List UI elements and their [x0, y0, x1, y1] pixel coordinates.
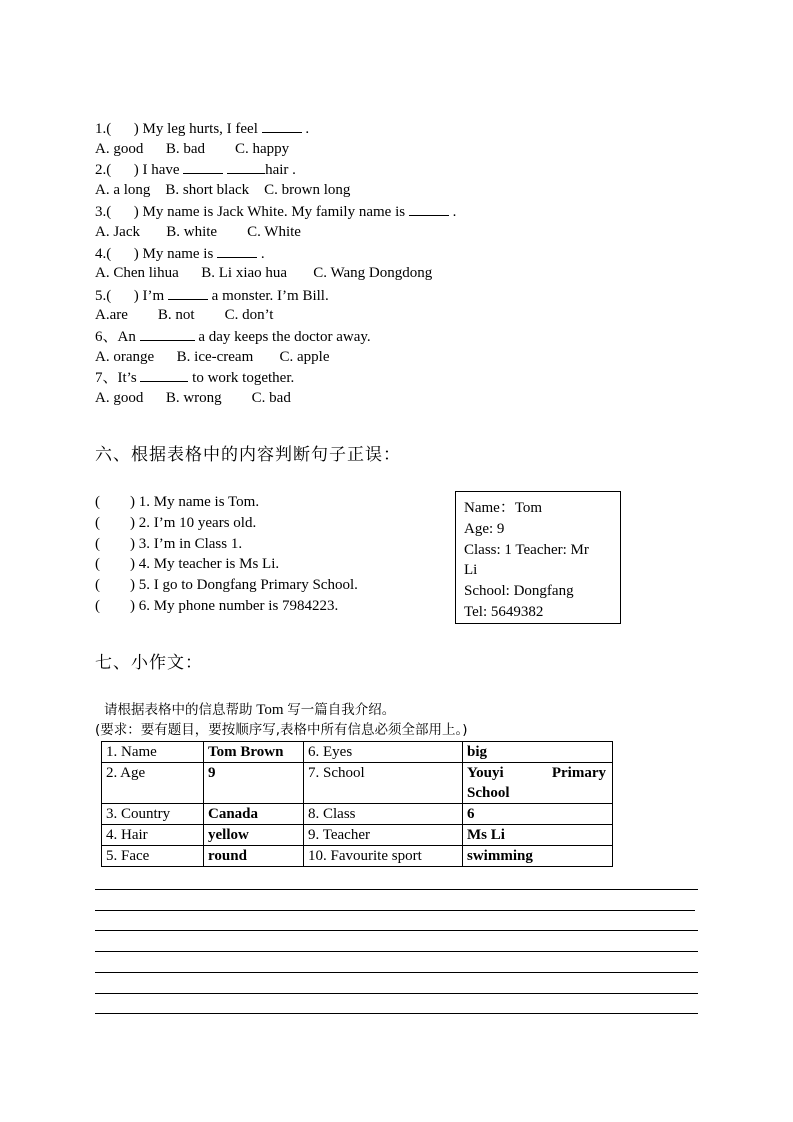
instruction-name: Tom	[256, 702, 284, 718]
instruction-text-end: 写一篇自我介绍。	[287, 702, 396, 718]
answer-blank[interactable]	[140, 367, 188, 382]
writing-line[interactable]	[95, 972, 698, 973]
question-text-end: hair .	[265, 162, 296, 178]
answer-blank[interactable]	[217, 243, 257, 258]
table-cell: Youyi Primary School	[463, 763, 613, 804]
question-text-end: a monster. I’m Bill.	[207, 288, 329, 304]
question-text: 7、It’s	[95, 370, 141, 386]
table-cell: Tom Brown	[204, 742, 304, 763]
question-6	[95, 326, 371, 347]
table-cell: 4. Hair	[102, 825, 204, 846]
answer-blank[interactable]	[168, 285, 208, 300]
info-box	[455, 491, 621, 624]
table-cell: 5. Face	[102, 846, 204, 867]
table-cell: round	[204, 846, 304, 867]
question-2	[95, 159, 296, 180]
table-cell: Canada	[204, 804, 304, 825]
question-text: 4.( ) My name is	[95, 246, 218, 262]
answer-blank[interactable]	[227, 159, 265, 174]
table-row	[102, 825, 613, 846]
question-3	[95, 201, 456, 222]
info-tel: Tel: 5649382	[464, 603, 544, 620]
writing-line[interactable]	[95, 930, 698, 931]
info-name: Name：Tom	[464, 500, 543, 516]
table-row	[102, 763, 613, 804]
info-school: School: Dongfang	[464, 583, 574, 600]
table-row	[102, 742, 613, 763]
writing-line[interactable]	[95, 910, 695, 911]
question-7-options: A. good B. wrong C. bad	[95, 390, 291, 406]
writing-line[interactable]	[95, 951, 698, 952]
table-cell: 8. Class	[304, 804, 463, 825]
table-row	[102, 846, 613, 867]
statement-1: ( ) 1. My name is Tom.	[95, 494, 260, 510]
table-cell: 7. School	[304, 763, 463, 804]
question-text: 1.( ) My leg hurts, I feel	[95, 121, 262, 137]
question-4-options: A. Chen lihua B. Li xiao hua C. Wang Dongdong	[95, 265, 433, 281]
writing-line[interactable]	[95, 1013, 698, 1014]
table-cell: 9. Teacher	[304, 825, 463, 846]
question-3-options: A. Jack B. white C. White	[95, 224, 301, 240]
question-6-options: A. orange B. ice-cream C. apple	[95, 349, 330, 365]
question-text-end: .	[301, 121, 310, 137]
table-cell: 1. Name	[102, 742, 204, 763]
table-row	[102, 804, 613, 825]
table-cell: 2. Age	[102, 763, 204, 804]
composition-instruction	[104, 700, 395, 720]
section-6-title: 六、根据表格中的内容判断句子正误：	[95, 445, 401, 465]
question-2-options: A. a long B. short black C. brown long	[95, 182, 351, 198]
question-text-end: .	[257, 246, 265, 262]
table-cell: swimming	[463, 846, 613, 867]
info-age: Age: 9	[464, 520, 505, 537]
writing-line[interactable]	[95, 993, 698, 994]
table-cell: 6	[463, 804, 613, 825]
answer-blank[interactable]	[409, 201, 449, 216]
table-cell: 9	[204, 763, 304, 804]
question-text-end: .	[448, 204, 457, 220]
statement-5: ( ) 5. I go to Dongfang Primary School.	[95, 577, 358, 593]
question-text-end: to work together.	[188, 370, 295, 386]
statement-3: ( ) 3. I’m in Class 1.	[95, 536, 243, 552]
table-cell: 3. Country	[102, 804, 204, 825]
table-cell: 6. Eyes	[304, 742, 463, 763]
question-5-options: A.are B. not C. don’t	[95, 307, 274, 323]
question-1	[95, 118, 309, 139]
writing-line[interactable]	[95, 889, 698, 890]
question-text-end: a day keeps the doctor away.	[194, 329, 371, 345]
question-4	[95, 243, 265, 264]
info-teacher-cont: Li	[464, 562, 478, 579]
instruction-text: 请根据表格中的信息帮助	[104, 702, 253, 718]
question-text: 3.( ) My name is Jack White. My family name is	[95, 204, 409, 220]
question-text: 6、An	[95, 329, 140, 345]
table-cell: 10. Favourite sport	[304, 846, 463, 867]
question-7	[95, 367, 294, 388]
answer-blank[interactable]	[262, 118, 302, 133]
section-7-title: 七、小作文：	[95, 653, 203, 673]
table-cell: yellow	[204, 825, 304, 846]
question-text: 5.( ) I’m	[95, 288, 168, 304]
question-text: 2.( ) I have	[95, 162, 184, 178]
answer-blank[interactable]	[140, 326, 195, 341]
info-table	[101, 741, 613, 867]
table-cell: big	[463, 742, 613, 763]
statement-4: ( ) 4. My teacher is Ms Li.	[95, 556, 280, 572]
info-class-teacher: Class: 1 Teacher: Mr	[464, 541, 589, 558]
question-1-options: A. good B. bad C. happy	[95, 141, 290, 157]
question-5	[95, 285, 329, 306]
composition-requirement: (要求：要有题目，要按顺序写,表格中所有信息必须全部用上。)	[95, 722, 468, 738]
statement-6: ( ) 6. My phone number is 7984223.	[95, 598, 339, 614]
answer-blank[interactable]	[183, 159, 223, 174]
statement-2: ( ) 2. I’m 10 years old.	[95, 515, 257, 531]
table-cell: Ms Li	[463, 825, 613, 846]
